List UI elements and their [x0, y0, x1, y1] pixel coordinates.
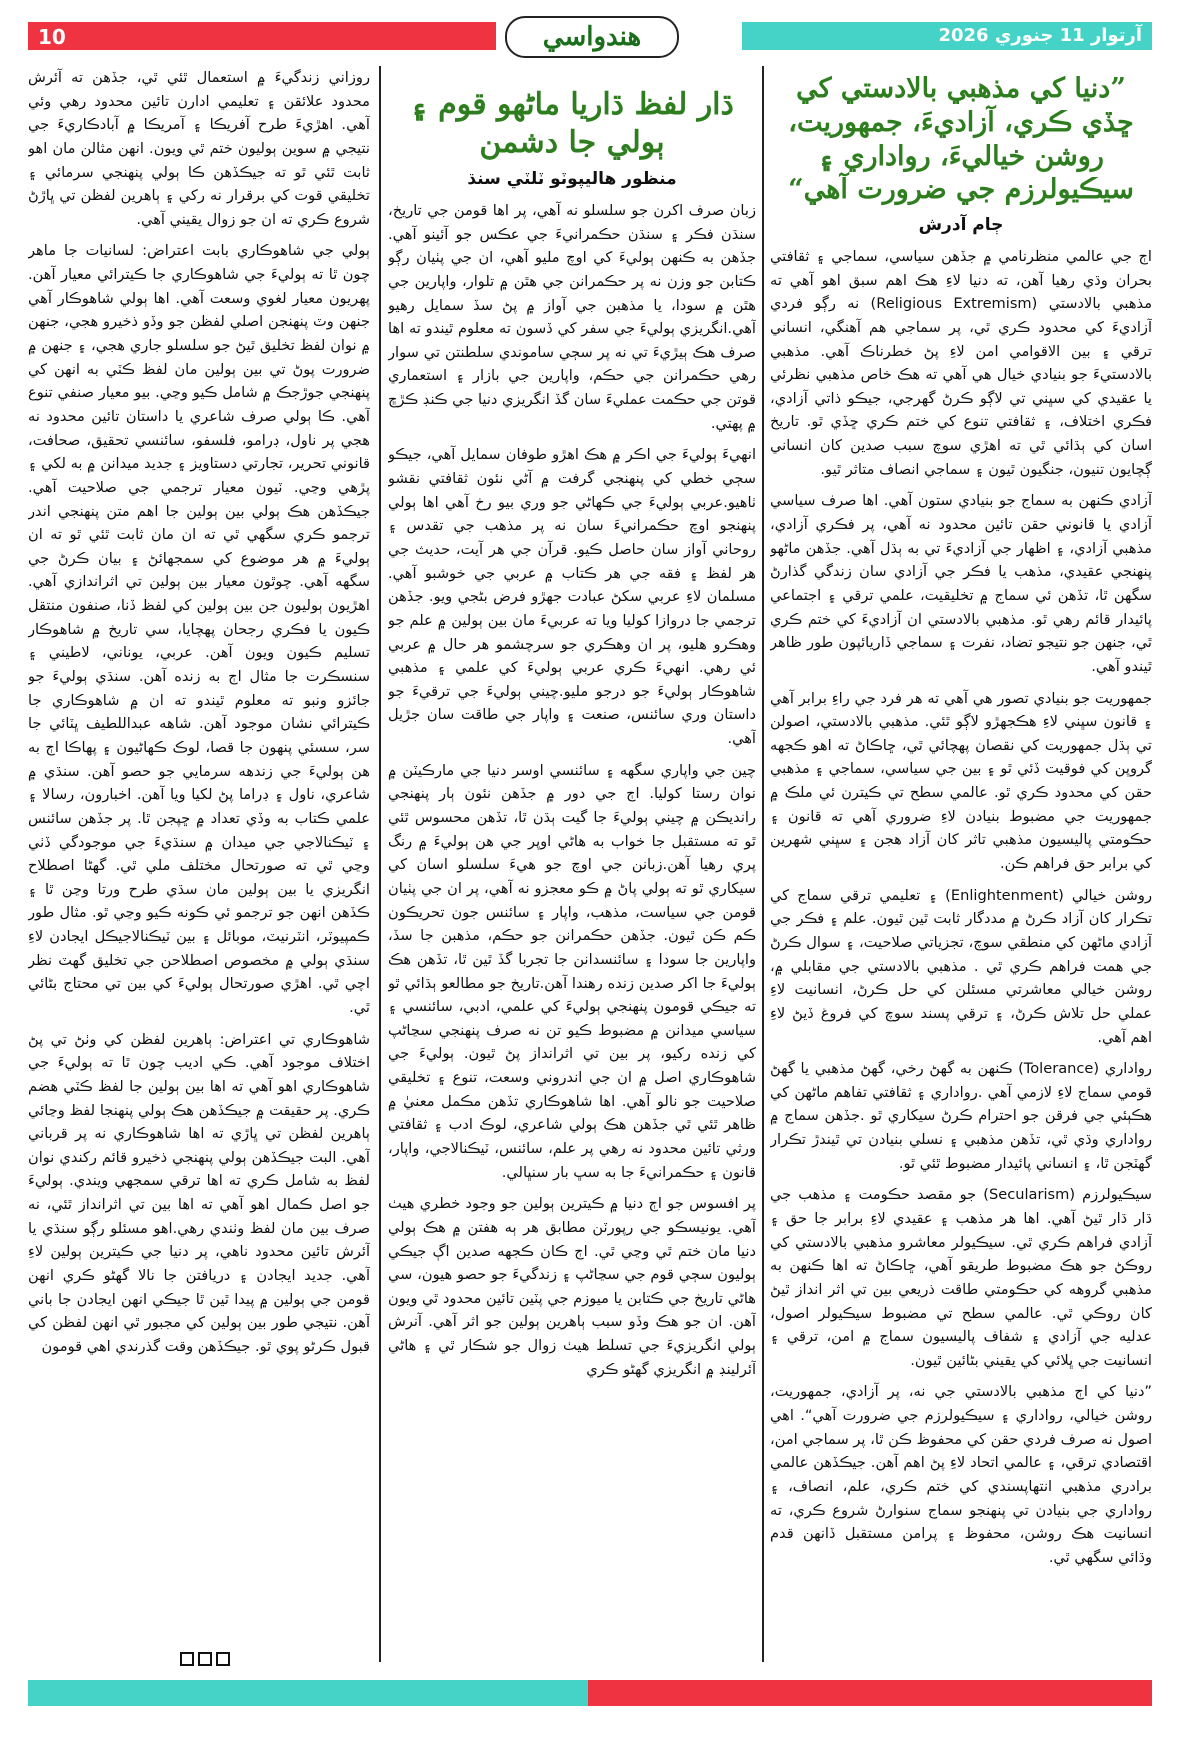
article-paragraph: ٻولي جي شاهوڪاري بابت اعتراض: لسانيات جا ماهر چون ٿا ته ٻوليءَ جي شاهوڪاري جا ڪيترائي معيار آهن. پهريون معيار لغوي وسعت آهي. اها ٻولي شاهوڪار آهي جنهن وٽ پنهنجن اصلي لفظن جو وڏو ذخيرو هجي، جنهن ۾ نوان لفظ تخليق ٿيڻ جو سلسلو جاري هجي، ۽ جنهن ۾ ضرورت پوڻ تي بين ٻولين مان لفظ ڪٽي به انهن کي پنهنجي جوڙجڪ ۾ شامل ڪيو وڃي. بيو معيار صنفي تنوع آهي. ڪا ٻولي صرف شاعري يا داستان تائين محدود نه هجي پر ناول، ڊرامو، فلسفو، سائنسي تحقيق، صحافت، قانوني تحرير، تجارتي دستاويز ۽ جديد ميدانن ۾ به لکي ۽ پڙهي وڃي. ٽيون معيار ترجمي جي صلاحيت آهي. جيڪڏهن هڪ ٻولي بين ٻولين جا اهم متن پنهنجي اندر ترجمو ڪري سگهي ٿي ته ان مان ثابت ٿئي ٿو ته ان ٻوليءَ ۾ هر موضوع کي سمجهائڻ ۽ بيان ڪرڻ جي سگهه آهي. چوٿون معيار بين ٻولين تي اثراندازي آهي. اهڙيون ٻوليون جن بين ٻولين کي لفظ ڏنا، صنفون منتقل ڪيون يا فڪري رجحان پهچايا، سي تاريخ ۾ شاهوڪار تسليم ڪيون ويون آهن. عربي، يوناني، لاطيني ۽ سنسڪرت جا مثال اڄ به زنده آهن. سنڌي ٻوليءَ جو جائزو ونبو ته معلوم ٿيندو ته ان ۾ شاهوڪاري جا ڪيترائي نشان موجود آهن. شاهه عبداللطيف ڀٽائي جا سر، سسئي پنهون جا قصا، لوڪ ڪهاڻيون ۽ پهاڪا اڄ به هن ٻوليءَ جي زندهه سرمايي جو حصو آهن. سنڌي ۾ شاعري، ناول ۽ ڊراما پڻ لکيا ويا آهن. اخبارون، رسالا ۽ علمي ڪتاب به وڏي تعداد ۾ ڇپجن ٿا. پر جڏهن سائنس ۽ ٽيڪنالاجي جي ميدان ۾ سنڌيءَ جي موجودگي ڏٺي وڃي ٿي ته صورتحال مختلف ملي ٿي. گهڻا اصطلاح انگريزي يا بين ٻولين مان سڌي طرح ورتا وڃن ٿا ۽ ڪڏهن انهن جو ترجمو ئي ڪونه ڪيو وڃي ٿو. مثال طور ڪمپيوٽر، انٽرنيٽ، موبائل ۽ بين ٽيڪنالاجيڪل ايجادن لاءِ سنڌي ٻولي ۾ مخصوص اصطلاحن جي تخليق گهٽ نظر اچي ٿي. اهڙي صورتحال ٻوليءَ کي بين تي محتاج بڻائي ٿي.	[28, 242, 370, 1016]
top-bar-red-segment	[28, 22, 496, 50]
article-paragraph: اڄ جي عالمي منظرنامي ۾ جڏهن سياسي، سماجي ۽ ثقافتي بحران وڌي رهيا آهن، ته دنيا لاءِ هڪ اهم سبق اهو آهي ته مذهبي بالادستي (Religious Extremism) نه رڳو فردي آزاديءَ کي محدود ڪري ٿي، پر سماجي هم آهنگي، انساني ترقي ۽ بين الاقوامي امن لاءِ پڻ خطرناڪ آهي. مذهبي بالادستيءَ جو بنيادي خيال هي آهي ته هڪ خاص مذهبي نظرئي يا عقيدي کي سڀني تي لاڳو ڪرڻ گهرجي، جيڪو ذاتي آزادي، فڪري اختلاف، ۽ ثقافتي تنوع کي ختم ڪري ڇڏي ٿو. تاريخ اسان کي ٻڌائي ٿي ته اهڙي سوچ سبب صدين کان انساني ڳچايون تنيون، جنگيون ٿيون ۽ سماجي انصاف متاثر ٿيو.	[770, 248, 1152, 478]
article-paragraph: سيڪيولرزم (Secularism) جو مقصد حڪومت ۽ مذهب جي ڌار ڌار ٿيڻ آهي. اها هر مذهب ۽ عقيدي لاءِ برابر جا حق ۽ آزادي فراهم ڪري ٿي. سيڪيولر معاشرو مذهبي بالادستي کي روڪڻ جو هڪ مضبوط طريقو آهي، ڇاڪاڻ ته اها ڪنهن به مذهبي گروهه کي حڪومتي طاقت ذريعي بين تي اثر انداز ٿيڻ کان روڪي ٿي. عالمي سطح تي مضبوط سيڪيولر اصول، عدليه جي آزادي ۽ شفاف پاليسيون سماج ۾ امن، ترقي ۽ انسانيت جي ڀلائي کي يقيني بڻائين ٿيون.	[770, 1186, 1152, 1369]
article-paragraph: جمهوريت جو بنيادي تصور هي آهي ته هر فرد جي راءِ برابر آهي ۽ قانون سڀني لاءِ هڪجهڙو لاڳو ٿئي. مذهبي بالادستي، اصولن تي ٻڌل جمهوريت کي نقصان پهچائي ٿي، ڇاڪاڻ ته اهو ڪجهه گروپن کي فوقيت ڏئي ٿو ۽ بين جي سياسي، سماجي ۽ مذهبي حقن کي محدود ڪري ٿو. عالمي سطح تي ڪيترن ئي ملڪ ۾ جمهوريت جي مضبوط بنيادن لاءِ ضروري آهي ته قانون ۽ حڪومتي پاليسيون مذهبي تاثر کان آزاد هجن ۽ سڀني شهرين کي برابر حق فراهم ڪن.	[770, 689, 1152, 873]
right-article-byline: ڄام آدرش	[918, 215, 1004, 235]
issue-date: آرتوار 11 جنوري 2026	[938, 25, 1142, 46]
page-number: 10	[38, 25, 66, 49]
article-paragraph: چين جي واپاري سگهه ۽ سائنسي اوسر دنيا جي مارڪيٽن ۾ نوان رستا کوليا. اڄ جي دور ۾ جڏهن نئون ٻار پنهنجي رانديڪن ۾ چيني ٻوليءَ جا گيت ٻڌن ٿا، تڏهن محسوس ٿئي ٿو ته مستقبل جا خواب به هاڻي اوپر جي هن ٻوليءَ ۾ رنگ پري رهيا آهن.زبانن جي اوچ جو هيءَ سلسلو اسان کي سيکاري ٿو ته ٻولي پاڻ ۾ ڪو معجزو نه آهي، پر ان جي پٺيان قومن جي سياست، مذهب، واپار ۽ سائنس جون تحريڪون ڪم ڪن ٿيون. جڏهن حڪمرانن جو حڪم، مذهبن جا سڏ، واپارين جا سودا ۽ سائنسدانن جا تجربا گڏ ٿين ٿا، تڏهن هڪ ٻوليءَ جا اکر صدين زنده رهندا آهن.تاريخ جو مطالعو ٻڌائي ٿو ته جيڪي قومون پنهنجي ٻوليءَ کي علمي، ادبي، سائنسي ۽ سياسي ميدانن ۾ مضبوط ڪيو تن نه صرف پنهنجي سڃاڻپ کي زنده رکيو، پر بين تي اثرانداز پڻ ٿيون. ٻوليءَ جي شاهوڪاري اصل ۾ ان جي اندروني وسعت، تنوع ۽ تخليقي صلاحيت جو نالو آهي. اها شاهوڪاري تڏهن مڪمل معنيٰ ۾ ظاهر ٿئي ٿي جڏهن هڪ ٻولي شاعري، لوڪ ادب ۽ ثقافتي ورثي تائين محدود نه رهي پر علم، سائنس، ٽيڪنالاجي، واپار، قانون ۽ حڪمرانيءَ جا به سڀ بار سنڀالي.	[388, 761, 756, 1181]
right-article	[770, 66, 1152, 1662]
column-divider	[762, 66, 764, 1662]
end-of-article-mark-icon	[180, 1652, 230, 1666]
bottom-bar-red-segment	[588, 1680, 1152, 1706]
column-divider	[379, 66, 381, 1662]
right-article-headline: ”دنيا کي مذهبي بالادستي کي ڇڏي ڪري، آزاديءَ، جمهوريت، روشن خياليءَ، رواداري ۽ سيڪيولرزم جي ضرورت آهي“	[788, 73, 1134, 206]
article-paragraph: ”دنيا کي اڄ مذهبي بالادستي جي نه، پر آزادي، جمهوريت، روشن خيالي، رواداري ۽ سيڪيولرزم جي ضرورت آهي“. اهي اصول نه صرف فردي حقن کي محفوظ ڪن ٿا، پر سماجي امن، اقتصادي ترقي، ۽ عالمي اتحاد لاءِ پڻ اهم آهن. جيڪڏهن عالمي برادري مذهبي انتهاپسندي کي ختم ڪري، علم، انصاف، ۽ رواداري جي بنيادن تي پنهنجو سماج سنوارڻ شروع ڪري، ته انسانيت هڪ روشن، محفوظ ۽ پرامن مستقبل ڏانهن قدم وڌائي سگهي ٿي.	[770, 1383, 1152, 1566]
article-paragraph: انهيءَ ٻوليءَ جي اڪر ۾ هڪ اهڙو طوفان سمايل آهي، جيڪو سڄي خطي کي پنهنجي گرفت ۾ آڻي نئون ثقافتي نقشو ٺاهيو.عربي ٻوليءَ جي ڪهاڻي جو وري بيو رخ آهي اها ٻولي پنهنجو اوچ حڪمرانيءَ سان نه پر مذهب جي تقدس ۽ روحاني آواز سان حاصل ڪيو. قرآن جي هر آيت، حديث جي هر لفظ ۽ فقه جي هر ڪتاب ۾ عربي جي خوشبو آهي. مسلمان لاءِ عربي سکڻ عبادت جهڙو فرض بڻجي ويو. جڏهن ترجمي جا دروازا کوليا ويا ته عربيءَ مان بين ٻولين ۾ علم جو وهڪرو هليو، پر ان وهڪري جو سرچشمو هر حال ۾ عربي ئي رهي. انهيءَ ڪري عربي ٻوليءَ کي علمي ۽ مذهبي شاهوڪار ٻوليءَ جو درجو مليو.چيني ٻوليءَ جي ترقيءَ جو داستان وري سائنس، صنعت ۽ واپار جي طاقت سان جڙيل آهي.	[388, 446, 756, 748]
article-paragraph: روزاني زندگيءَ ۾ استعمال ٿئي ٿي، جڏهن ته آئرش محدود علائقن ۽ تعليمي ادارن تائين محدود رهي وئي آهي. اهڙيءَ طرح آفريڪا ۽ آمريڪا ۾ آبادڪاريءَ جي نتيجي ۾ سوين ٻوليون ختم ٿي ويون. انهن مثالن مان اهو ثابت ٿئي ٿو ته جيڪڏهن ڪا ٻولي پنهنجي سرمائي ۽ تخليقي قوت کي برقرار نه رکي ۽ ٻاهرين لفظن تي ڀاڙڻ شروع ڪري ته ان جو زوال يقيني آهي.	[28, 69, 370, 228]
article-paragraph: رواداري (Tolerance) ڪنهن به گهڻ رخي، گهڻ مذهبي يا گهڻ قومي سماج لاءِ لازمي آهي .رواداري ۽ ثقافتي تفاهم ماڻهن کي هڪٻئي جي فرقن جو احترام ڪرڻ سيکاري ٿو .جڏهن سماج ۾ رواداري وڌي ٿي، تڏهن مذهبي ۽ نسلي بنيادن تي ٿيندڙ تڪرار گهٽجن ٿا، ۽ انساني پائيدار مضبوط ٿئي ٿو.	[770, 1060, 1152, 1172]
bottom-bar-teal-segment	[28, 1680, 588, 1706]
article-paragraph: آزادي ڪنهن به سماج جو بنيادي ستون آهي. اها صرف سياسي آزادي يا قانوني حقن تائين محدود نه آهي، پر فڪري آزادي، مذهبي آزادي، ۽ اظهار جي آزاديءَ تي به ٻڌل آهي. جڏهن ماڻهو پنهنجي عقيدي، مذهب يا فڪر جي آزادي سان زندگي گذارڻ سگهن ٿا، تڏهن ئي سماج ۾ تخليقيت، علمي ترقي ۽ اجتماعي پائيدار قائم رهي ٿو. مذهبي بالادستي ان آزاديءَ کي ختم ڪري ٿي، جنهن جو نتيجو تضاد، نفرت ۽ سماجي ڏاريائپون طور ظاهر ٿيندو آهي.	[770, 492, 1152, 675]
top-bar-teal-segment	[742, 22, 1152, 50]
article-paragraph: پر افسوس جو اڄ دنيا ۾ ڪيترين ٻولين جو وجود خطري هيٺ آهي. يونيسڪو جي رپورٽن مطابق هر ٻه هفتن ۾ هڪ ٻولي دنيا مان ختم ٿي وڃي ٿي. اڄ ڪان ڪجهه صدين اڳ جيڪي ٻوليون سڄي قوم جي سڃاڻپ ۽ زندگيءَ جو حصو هيون، سي هاڻي تاريخ جي ڪتابن يا ميوزم جي پٽين تائين محدود ٿي ويون آهن. ان جو هڪ وڏو سبب ٻاهرين ٻولين جو اثر آهي. آنرش ٻولي انگريزيءَ جي تسلط هيٺ زوال جو شڪار ٿي ۽ هاڻي آئرلينڊ ۾ انگريزي گهڻو ڪري	[388, 1195, 756, 1378]
middle-article-byline: منظور هاليپوٽو ٽلٽي سنڌ	[467, 169, 677, 189]
article-paragraph: شاهوڪاري تي اعتراض: ٻاهرين لفظن کي وٺڻ تي پڻ اختلاف موجود آهي. ڪي اديب چون ٿا ته ٻوليءَ جي شاهوڪاري اهو آهي ته اها بين ٻولين جا لفظ ڪٽي هضم ڪري. پر حقيقت ۾ جيڪڏهن هڪ ٻولي پنهنجا لفظ وڃائي ٻاهرين لفظن تي ڀاڙي ته اها شاهوڪاري نه پر قرباني آهي. البت جيڪڏهن ٻولي پنهنجي ذخيرو قائم رکندي نوان لفظ به شامل ڪري ته اها ترقي سمجهي ويندي. ٻوليءَ جو اصل ڪمال اهو آهي ته اها بين تي اثرانداز ٿئي، نه صرف بين مان لفظ وٺندي رهي.اهو مسئلو رڳو سنڌي يا آئرش تائين محدود ناهي، پر دنيا جي ڪيترين ٻولين لاءِ آهي. جديد ايجادن ۽ دريافتن جا نالا گهڻو ڪري انهن قومن جي ٻولين ۾ پيدا ٿين ٿا جيڪي انهن ايجادن جا باني آهن. نتيجي طور بين ٻولين کي مجبور ٿي انهن لفظن کي قبول ڪرڻو پوي ٿو. جيڪڏهن وقت گذرندي اهي قومون	[28, 1030, 370, 1355]
middle-article-headline: ڌار لفظ ڌاريا ماڻهو قوم ۽ ٻولي جا دشمن	[410, 87, 734, 160]
middle-article	[388, 66, 756, 1662]
newspaper-masthead-logo: هندواسي	[505, 16, 679, 58]
article-paragraph: روشن خيالي (Enlightenment) ۽ تعليمي ترقي سماج کي تڪرار کان آزاد ڪرڻ ۾ مددگار ثابت ٿين ٿيون. علم ۽ فڪر جي آزادي ماڻهن کي منطقي سوچ، تجزياتي صلاحيت، ۽ سوال ڪرڻ جي همت فراهم ڪري ٿي . مذهبي بالادستي جي مقابلي ۾، روشن خيالي معاشرتي مسئلن کي حل ڪرڻ، انسانيت لاءِ عملي حل تلاش ڪرڻ، ۽ ترقي پسند سوچ کي فروغ ڏيڻ لاءِ اهم آهي.	[770, 886, 1152, 1046]
bottom-color-bar	[28, 1680, 1152, 1706]
article-paragraph: زبان صرف اکرن جو سلسلو نه آهي، پر اها قومن جي تاريخ، سنڌن فڪر ۽ سنڌن حڪمرانيءَ جي عڪس جو آئينو آهي. جڏهن به ڪنهن ٻوليءَ کي اوچ مليو آهي، ان جي پٺيان رڳو ڪتابن جو وزن نه پر حڪمرانن جي هٿن ۾ تلوار، واپارين جي هٿن ۾ سودا، يا مذهبن جي آواز ۾ پڻ سڏ سمايل رهيو آهي.انگريزي ٻوليءَ جي سفر کي ڏسون ته معلوم ٿيندو ته اها صرف هڪ ٻيڙيءَ تي نه پر سڄي ساموندي سلطنتن تي سوار رهي حڪمرانن جي حڪم، واپارين جي بازار ۽ استعماري قوتن جي حڪمت عمليءَ سان گڏ انگريزي دنيا جي ڪنڊ ڪڙڇ ۾ پهتي.	[388, 202, 756, 432]
left-article-continuation	[28, 66, 370, 1662]
